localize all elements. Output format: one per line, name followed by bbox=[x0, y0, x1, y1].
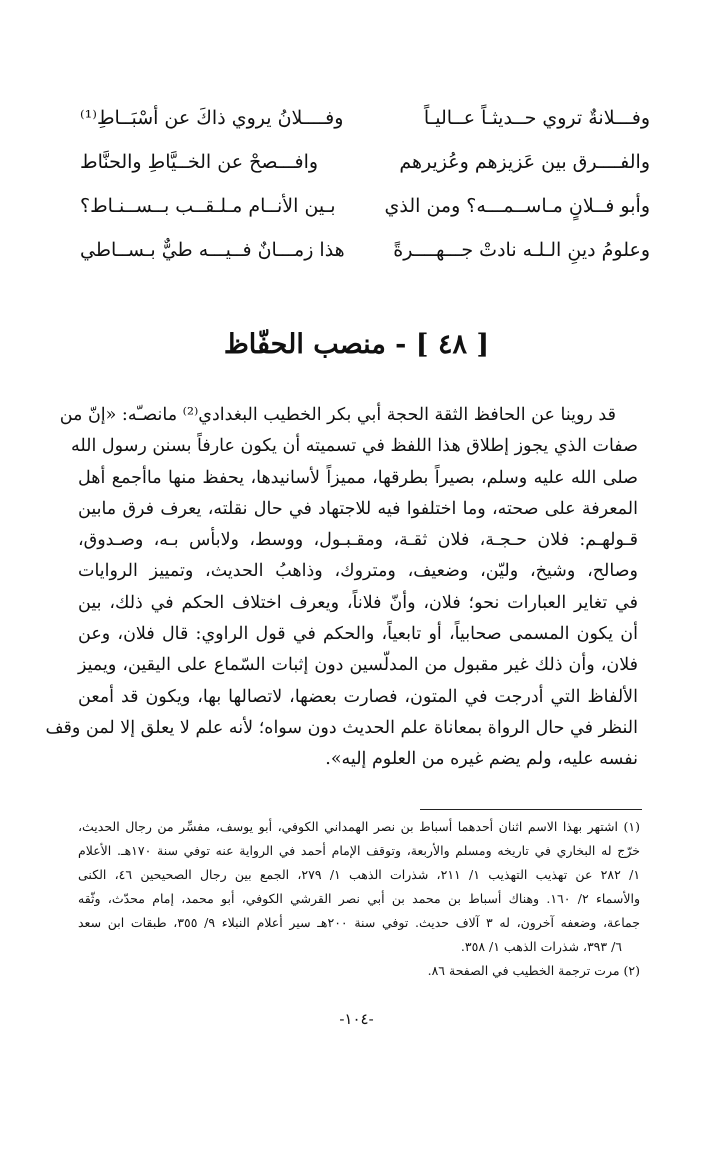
footnote-line: ٦/ ٣٩٣، شذرات الذهب ١/ ٣٥٨. bbox=[460, 939, 622, 954]
body-line: صفات الذي يجوز إطلاق هذا اللفظ في تسميته أن يكون عارفاً بسنن رسول الله bbox=[71, 436, 638, 457]
footnote-separator bbox=[420, 809, 642, 810]
verse-first-hemistich: وأبو فــلانٍ مـاســمـــه؟ ومن الذي bbox=[384, 195, 650, 217]
body-paragraph bbox=[45, 400, 638, 776]
footnote-line: ١/ ٢٨٢ عن تهذيب التهذيب ١/ ٢١١، شذرات الذهب ١/ ٢٧٩، الجمع بين رجال الصحيحين ٤٦، الكنى bbox=[78, 867, 641, 882]
body-line: قـولهـم: فلان حـجـة، فلان ثقـة، ومقـبـول، ووسط، ولابأس بـه، وصـدوق، bbox=[78, 530, 638, 551]
body-line: قد روينا عن الحافظ الثقة الحجة أبي بكر الخطيب البغدادي⁽²⁾ مانصـّه: «إنّ من bbox=[59, 405, 616, 425]
body-line: في تغاير العبارات نحو؛ فلان، وأنّ فلاناً، ويعرف اختلاف الحكم في ذلك، بين bbox=[78, 592, 638, 613]
verse-first-hemistich: والفــــرق بين عَزيزهم وعُزيرهم bbox=[399, 151, 650, 173]
body-line: المعرفة على صحته، وما اختلفوا فيه للاجتهاد في حال نقلته، يعرف فرق مابين bbox=[78, 498, 638, 519]
footnote-line: والأسماء ٢/ ١٦٠. وهناك أسباط بن محمد بن أبي نصر القرشي الكوفي، أبو محمد، إمام محدّث، وثّقه bbox=[78, 891, 640, 906]
footnote-line: جماعة، وضعفه آخرون، له ٣ آلاف حديث. توفي سنة ٢٠٠هـ سير أعلام النبلاء ٩/ ٣٥٥، طبقات ابن سعد bbox=[78, 915, 640, 930]
body-line: نفسه عليه، ولم يضم غيره من العلوم إليه». bbox=[325, 749, 638, 770]
body-line: الألفاظ التي أدرجت في المتون، فصارت بعضها، لاتصالها بها، ويكون قد أمعن bbox=[78, 686, 638, 707]
poem-verse bbox=[80, 140, 650, 184]
body-line: وصالح، وشيخ، وليّن، وضعيف، ومتروك، وذاهبُ الحديث، وتمييز الروايات bbox=[78, 561, 638, 582]
page-number: -١٠٤- bbox=[339, 1010, 374, 1028]
body-line: صلى الله عليه وسلم، بصيراً بطرقها، مميزاً لأسانيدها، يحفظ منها ماأجمع أهل bbox=[78, 467, 638, 488]
footnotes bbox=[78, 815, 640, 983]
footnote-line: خرّج له البخاري في تاريخه ومسلم والأربعة، وتوقف الإمام أحمد في الرواية عنه توفي سنة ١٧٠هـ. الأعلام bbox=[78, 843, 640, 858]
poem-verse bbox=[80, 228, 650, 272]
poem-block bbox=[80, 96, 650, 272]
verse-second-hemistich: بـين الأنــام مـلـقــب بــســنـاط؟ bbox=[80, 195, 336, 217]
verse-second-hemistich: هذا زمـــانٌ فــيـــه طيٌّ بـســاطي bbox=[80, 239, 345, 261]
verse-first-hemistich: وفـــلانةٌ تروي حــديثـاً عــاليـاً bbox=[423, 107, 650, 129]
footnote-line: (١) اشتهر بهذا الاسم اثنان أحدهما أسباط بن نصر الهمداني الكوفي، أبو يوسف، مفسِّر من رجال الحديث، bbox=[78, 819, 640, 834]
verse-second-hemistich: وفــــلانُ يروي ذاكَ عن أسْبَــاطِ⁽¹⁾ bbox=[80, 107, 344, 129]
body-line: النظر في حال الرواة بمعاناة علم الحديث دون سواه؛ لأنه علم لا يعلق إلا لمن وقف bbox=[45, 717, 638, 738]
poem-verse bbox=[80, 184, 650, 228]
verse-second-hemistich: وافـــصحْ عن الخــيَّاطِ والحنَّاط bbox=[80, 151, 319, 173]
section-heading: [ ٤٨ ] - منصب الحفّاظ bbox=[223, 329, 490, 360]
poem-verse bbox=[80, 96, 650, 140]
body-line: فلان، وأن ذلك غير مقبول من المدلّسين دون إثبات السّماع على اليقين، ويميز bbox=[78, 655, 638, 676]
verse-first-hemistich: وعلومُ دينِ الـلـه نادتْ جـــهــــرةً bbox=[393, 239, 650, 261]
footnote-line: (٢) مرت ترجمة الخطيب في الصفحة ٨٦. bbox=[427, 963, 640, 978]
body-line: أن يكون المسمى صحابياً، أو تابعياً، والحكم في قول الراوي: قال فلان، وعن bbox=[78, 624, 638, 645]
